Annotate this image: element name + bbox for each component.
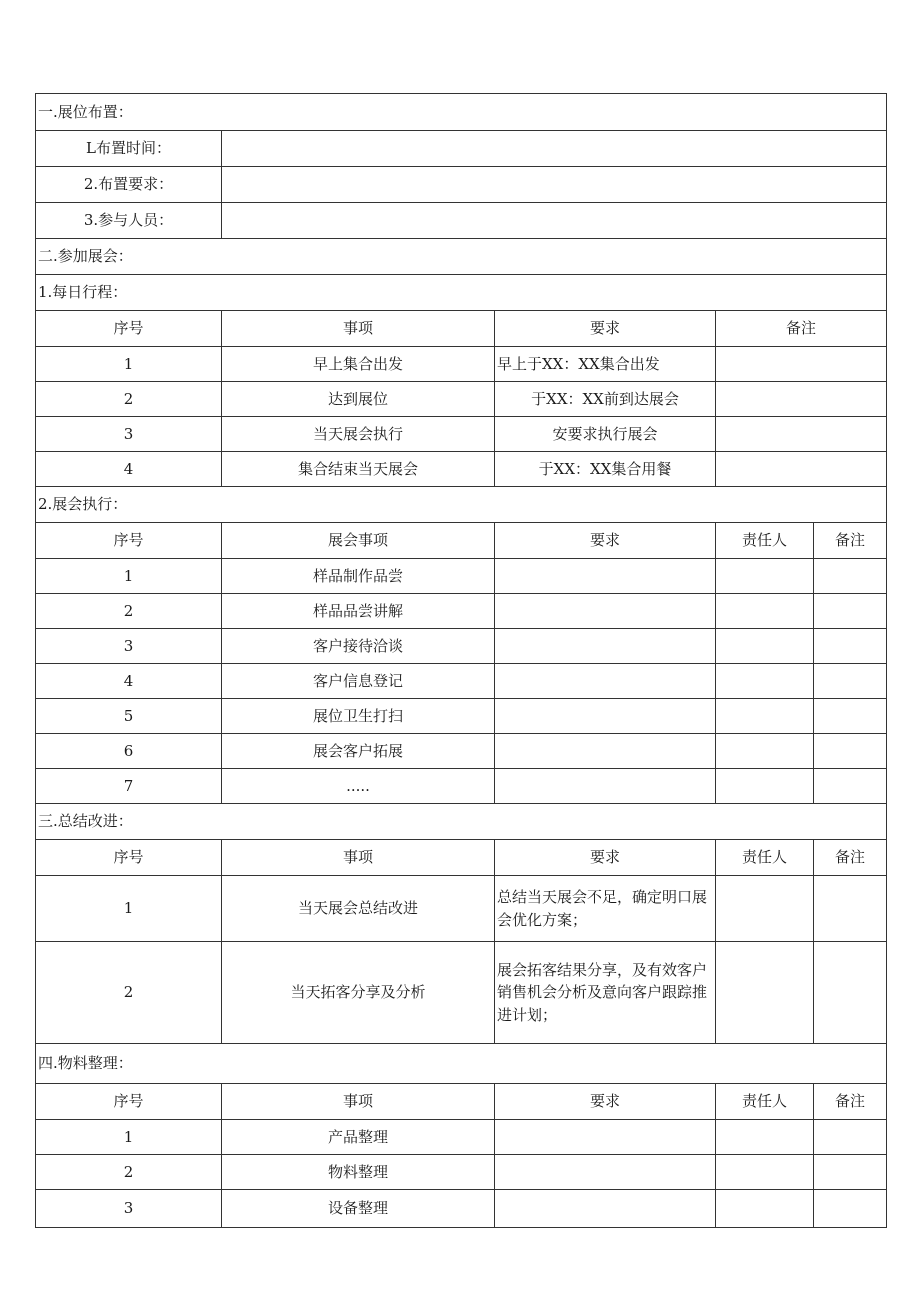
row-requirement: 于XX：XX集合用餐 bbox=[495, 452, 716, 487]
row-requirement: 展会拓客结果分享，及有效客户销售机会分析及意向客户跟踪推进计划； bbox=[495, 942, 716, 1044]
row-owner[interactable] bbox=[716, 1120, 814, 1155]
column-header: 要求 bbox=[495, 840, 716, 876]
setup-requirement-value[interactable] bbox=[222, 167, 887, 203]
row-note[interactable] bbox=[814, 1155, 887, 1190]
table-row bbox=[36, 942, 887, 1044]
column-header: 备注 bbox=[814, 840, 887, 876]
table-row bbox=[36, 629, 887, 664]
participants-value[interactable] bbox=[222, 203, 887, 239]
row-note[interactable] bbox=[814, 734, 887, 769]
row-requirement[interactable] bbox=[495, 769, 716, 804]
column-header: 要求 bbox=[495, 523, 716, 559]
table-row bbox=[36, 559, 887, 594]
row-note[interactable] bbox=[716, 417, 887, 452]
row-note[interactable] bbox=[814, 559, 887, 594]
row-requirement[interactable] bbox=[495, 1190, 716, 1228]
table-row bbox=[36, 876, 887, 942]
table-row bbox=[36, 1120, 887, 1155]
row-number: 6 bbox=[36, 734, 222, 769]
column-header: 序号 bbox=[36, 840, 222, 876]
participants-label: 3.参与人员： bbox=[36, 203, 222, 239]
row-number: 2 bbox=[36, 594, 222, 629]
row-note[interactable] bbox=[716, 452, 887, 487]
section-header-row bbox=[36, 1044, 887, 1084]
table-row bbox=[36, 594, 887, 629]
row-number: 7 bbox=[36, 769, 222, 804]
row-note[interactable] bbox=[814, 876, 887, 942]
exhibition-execution-title: 2.展会执行： bbox=[36, 487, 887, 523]
table-row bbox=[36, 664, 887, 699]
row-number: 1 bbox=[36, 876, 222, 942]
column-header: 展会事项 bbox=[222, 523, 495, 559]
row-item: 当天展会执行 bbox=[222, 417, 495, 452]
table-row bbox=[36, 699, 887, 734]
row-number: 3 bbox=[36, 1190, 222, 1228]
row-number: 2 bbox=[36, 1155, 222, 1190]
column-header: 责任人 bbox=[716, 523, 814, 559]
row-owner[interactable] bbox=[716, 1190, 814, 1228]
row-note[interactable] bbox=[814, 1120, 887, 1155]
table-row bbox=[36, 769, 887, 804]
row-owner[interactable] bbox=[716, 942, 814, 1044]
table-row bbox=[36, 167, 887, 203]
daily-schedule-title: 1.每日行程： bbox=[36, 275, 887, 311]
column-header: 序号 bbox=[36, 523, 222, 559]
row-item: 物料整理 bbox=[222, 1155, 495, 1190]
row-number: 3 bbox=[36, 629, 222, 664]
row-requirement[interactable] bbox=[495, 559, 716, 594]
table-row bbox=[36, 203, 887, 239]
row-note[interactable] bbox=[814, 942, 887, 1044]
row-owner[interactable] bbox=[716, 664, 814, 699]
row-item: 早上集合出发 bbox=[222, 347, 495, 382]
column-header: 事项 bbox=[222, 840, 495, 876]
row-owner[interactable] bbox=[716, 559, 814, 594]
column-header: 责任人 bbox=[716, 840, 814, 876]
row-item: 客户信息登记 bbox=[222, 664, 495, 699]
table-row bbox=[36, 452, 887, 487]
table-row bbox=[36, 734, 887, 769]
row-note[interactable] bbox=[814, 664, 887, 699]
row-requirement[interactable] bbox=[495, 594, 716, 629]
section-header-row bbox=[36, 804, 887, 840]
column-header: 事项 bbox=[222, 1084, 495, 1120]
row-requirement[interactable] bbox=[495, 1120, 716, 1155]
section-header-row bbox=[36, 94, 887, 131]
row-owner[interactable] bbox=[716, 769, 814, 804]
row-owner[interactable] bbox=[716, 699, 814, 734]
row-requirement: 早上于XX：XX集合出发 bbox=[495, 347, 716, 382]
row-owner[interactable] bbox=[716, 594, 814, 629]
section3-title: 三.总结改进： bbox=[36, 804, 887, 840]
table-header-row bbox=[36, 840, 887, 876]
column-header: 序号 bbox=[36, 1084, 222, 1120]
row-item: 样品制作品尝 bbox=[222, 559, 495, 594]
exhibition-plan-table bbox=[35, 93, 887, 1228]
row-owner[interactable] bbox=[716, 734, 814, 769]
row-number: 2 bbox=[36, 382, 222, 417]
subsection-header-row bbox=[36, 487, 887, 523]
row-item: 集合结束当天展会 bbox=[222, 452, 495, 487]
row-requirement[interactable] bbox=[495, 629, 716, 664]
row-item: 样品品尝讲解 bbox=[222, 594, 495, 629]
row-number: 1 bbox=[36, 559, 222, 594]
row-owner[interactable] bbox=[716, 876, 814, 942]
section2-title: 二.参加展会： bbox=[36, 239, 887, 275]
table-header-row bbox=[36, 523, 887, 559]
table-row bbox=[36, 1190, 887, 1228]
row-number: 2 bbox=[36, 942, 222, 1044]
table-row bbox=[36, 1155, 887, 1190]
row-note[interactable] bbox=[814, 629, 887, 664]
row-owner[interactable] bbox=[716, 1155, 814, 1190]
row-requirement[interactable] bbox=[495, 1155, 716, 1190]
row-item: 设备整理 bbox=[222, 1190, 495, 1228]
setup-requirement-label: 2.布置要求： bbox=[36, 167, 222, 203]
column-header: 责任人 bbox=[716, 1084, 814, 1120]
row-number: 5 bbox=[36, 699, 222, 734]
table-header-row bbox=[36, 311, 887, 347]
row-number: 3 bbox=[36, 417, 222, 452]
row-number: 1 bbox=[36, 347, 222, 382]
row-number: 4 bbox=[36, 452, 222, 487]
row-note[interactable] bbox=[814, 594, 887, 629]
table-row bbox=[36, 347, 887, 382]
row-item: 展会客户拓展 bbox=[222, 734, 495, 769]
setup-time-label: L布置时间： bbox=[36, 131, 222, 167]
column-header: 备注 bbox=[814, 1084, 887, 1120]
row-note[interactable] bbox=[716, 382, 887, 417]
row-requirement: 于XX：XX前到达展会 bbox=[495, 382, 716, 417]
table-row bbox=[36, 417, 887, 452]
section-header-row bbox=[36, 239, 887, 275]
row-requirement[interactable] bbox=[495, 699, 716, 734]
row-item: 达到展位 bbox=[222, 382, 495, 417]
row-requirement: 总结当天展会不足，确定明口展会优化方案； bbox=[495, 876, 716, 942]
row-item: 当天展会总结改进 bbox=[222, 876, 495, 942]
subsection-header-row bbox=[36, 275, 887, 311]
row-note[interactable] bbox=[814, 769, 887, 804]
row-requirement[interactable] bbox=[495, 734, 716, 769]
row-note[interactable] bbox=[814, 699, 887, 734]
row-item: ..... bbox=[222, 769, 495, 804]
row-item: 展位卫生打扫 bbox=[222, 699, 495, 734]
row-note[interactable] bbox=[814, 1190, 887, 1228]
column-header: 事项 bbox=[222, 311, 495, 347]
column-header: 备注 bbox=[716, 311, 887, 347]
column-header: 要求 bbox=[495, 311, 716, 347]
column-header: 备注 bbox=[814, 523, 887, 559]
row-note[interactable] bbox=[716, 347, 887, 382]
row-owner[interactable] bbox=[716, 629, 814, 664]
row-requirement[interactable] bbox=[495, 664, 716, 699]
table-row bbox=[36, 131, 887, 167]
column-header: 序号 bbox=[36, 311, 222, 347]
setup-time-value[interactable] bbox=[222, 131, 887, 167]
row-item: 当天拓客分享及分析 bbox=[222, 942, 495, 1044]
row-item: 客户接待洽谈 bbox=[222, 629, 495, 664]
row-number: 4 bbox=[36, 664, 222, 699]
table-row bbox=[36, 382, 887, 417]
table-header-row bbox=[36, 1084, 887, 1120]
row-item: 产品整理 bbox=[222, 1120, 495, 1155]
row-requirement: 安要求执行展会 bbox=[495, 417, 716, 452]
row-number: 1 bbox=[36, 1120, 222, 1155]
section1-title: 一.展位布置： bbox=[36, 94, 887, 131]
section4-title: 四.物料整理： bbox=[36, 1044, 887, 1084]
column-header: 要求 bbox=[495, 1084, 716, 1120]
